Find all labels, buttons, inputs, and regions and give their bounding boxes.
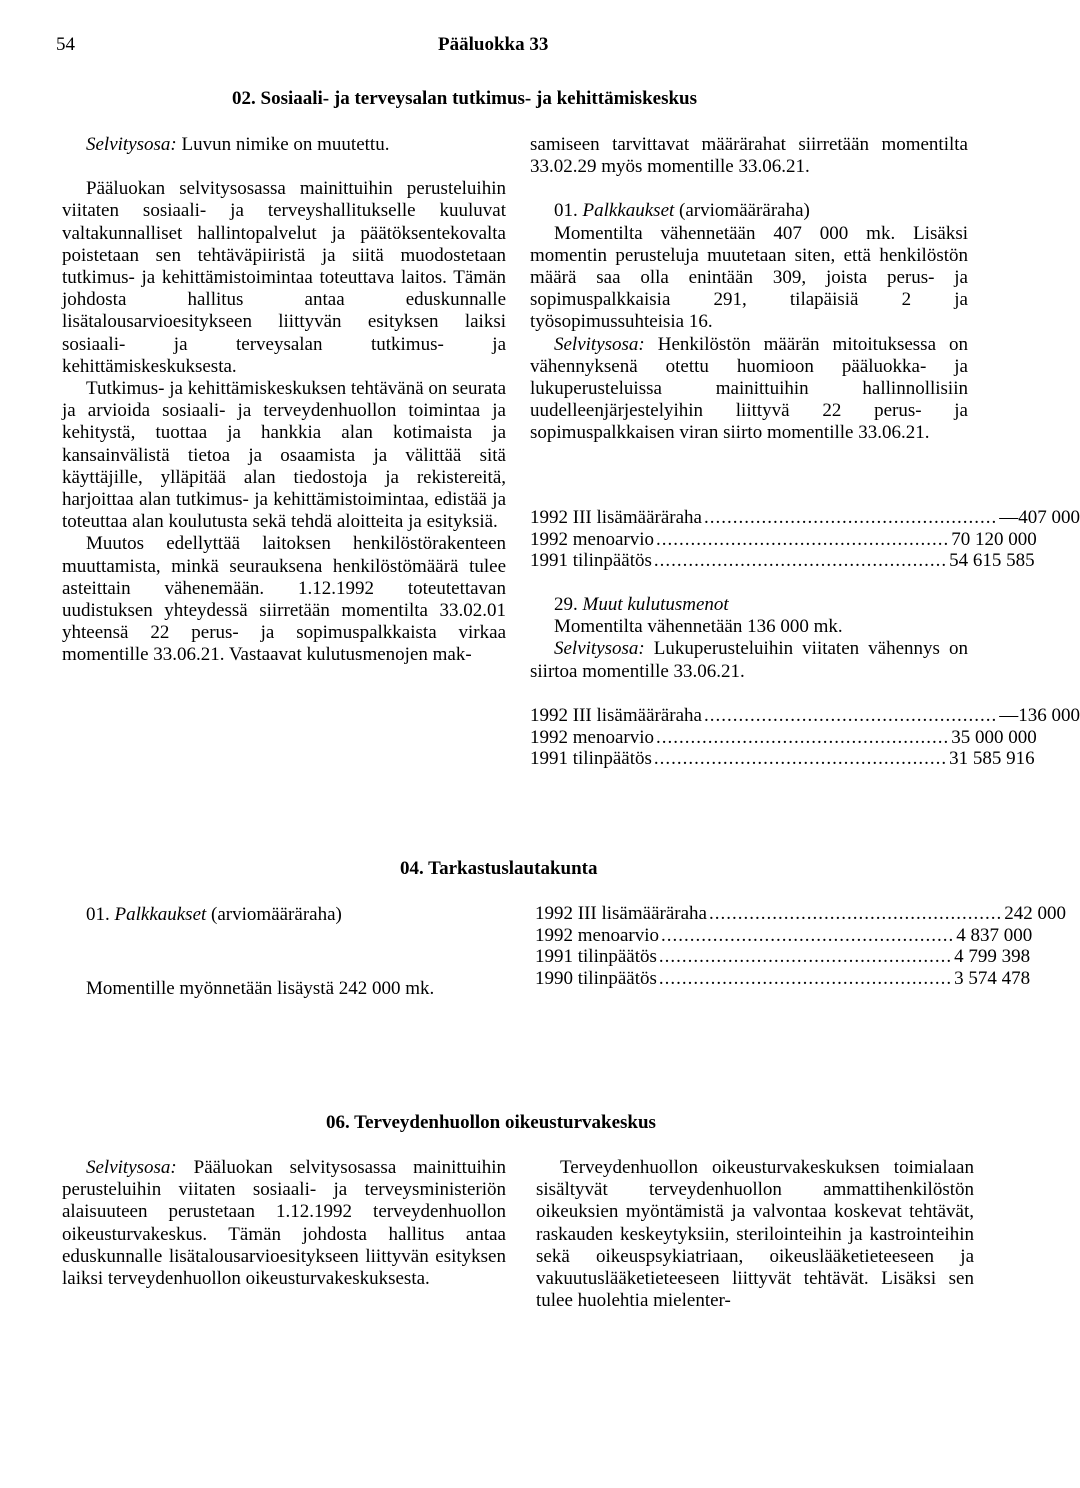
figure-value: 35 000 000 [951, 726, 1037, 748]
section-04-figures [535, 903, 1066, 989]
paragraph: Terveydenhuollon oikeusturvakeskuksen toimialaan sisältyvät terveydenhuollon ammattihenkilöstön oikeuksien myöntämistä ja valvontaa koskevat tehtävät, raskauden keskeytyksiin, sterilointeihin ja kastrointeihin sekä oikeuspsykiatriaan, oikeuslääketieteeseen ja vakuutuslääketieteeseen liittyvät tehtävät. Lisäksi sen tulee huolehtia mielenter- [536, 1157, 974, 1312]
moment-number: 01. [554, 200, 583, 222]
figure-value: —136 000 [999, 705, 1080, 726]
figure-label: 1992 III lisämääräraha [530, 705, 702, 726]
figure-label: 1991 tilinpäätös [530, 748, 652, 769]
dot-leader: ................................................... [656, 528, 950, 550]
figure-label: 1992 III lisämääräraha [535, 903, 707, 924]
dot-leader: ................................................... [653, 550, 948, 571]
moment-29-figures [530, 705, 1080, 770]
figure-value: 242 000 [1004, 903, 1066, 924]
selvitysosa-label: Selvitysosa: [86, 1157, 177, 1178]
paragraph: Tutkimus- ja kehittämiskeskuksen tehtävänä on seurata ja arvioida sosiaali- ja terveydenhuollon toimintaa ja kehitystä, tuottaa ja hankkia alan kotimaista ja kansainvälistä tietoa ja osaamista ja välittää sitä käyttäjille, ylläpitää alan tiedostoja ja rekistereitä, harjoittaa alan tutkimus- ja kehittämistoimintaa, edistää ja toteuttaa alan koulutusta sekä tehdä aloitteita ja esityksiä. [62, 378, 506, 533]
dot-leader: ................................................... [656, 726, 950, 748]
section-06-left-column [62, 1157, 506, 1290]
moment-title: Palkkaukset [114, 904, 207, 925]
moment-number: 01. [86, 904, 115, 925]
section-04-heading: 04. Tarkastuslautakunta [400, 858, 598, 879]
paragraph-text: Henkilöstön määrän mitoituksessa on vähennyksenä otettu huomioon pääluokka- ja lukuperusteluissa mainittuihin hallinnollisiin uudelleenjärjestelyihin liittyvä 22 perus- ja sopimuspalkkaisen viran siirto momentille 33.06.21. [530, 333, 968, 444]
figure-row [530, 528, 1037, 551]
paragraph [530, 638, 968, 682]
selvitysosa-label: Selvitysosa: [554, 333, 645, 355]
figure-value: —407 000 [999, 507, 1080, 528]
paragraph: Momentille myönnetään lisäystä 242 000 mk. [86, 978, 435, 1000]
paragraph-text: Lukuperusteluihin viitaten vähennys on siirtoa momentille 33.06.21. [530, 638, 968, 682]
paragraph: Momentilta vähennetään 136 000 mk. [554, 616, 843, 638]
dot-leader: ................................................... [703, 705, 998, 726]
dot-leader: ................................................... [658, 967, 953, 989]
section-04-left-column [62, 904, 506, 1000]
selvitysosa-label: Selvitysosa: [86, 134, 177, 155]
figure-value: 4 799 398 [954, 946, 1031, 967]
paragraph: samiseen tarvittavat määrärahat siirretään momentilta 33.02.29 myös momentille 33.06.21. [530, 134, 968, 178]
dot-leader: ................................................... [658, 946, 953, 967]
figure-row [530, 507, 1080, 529]
section-02-left-column [62, 134, 506, 667]
figure-value: 31 585 916 [949, 748, 1035, 769]
section-02-heading: 02. Sosiaali- ja terveysalan tutkimus- ja kehittämiskeskus [232, 88, 697, 109]
figure-label: 1992 menoarvio [535, 924, 660, 946]
paragraph: Muutos edellyttää laitoksen henkilöstörakenteen muuttamista, minkä seurauksena henkilöstömäärä tulee asteittain vähenemään. 1.12.1992 toteutettavan uudistuksen yhteydessä siirretään momentilta 33.02.01 yhteensä 22 perus- ja sopimuspalkkaista virkaa momentille 33.06.21. Vastaavat kulutusmenojen mak- [62, 533, 506, 666]
paragraph [62, 1157, 506, 1290]
page-title: Pääluokka 33 [438, 34, 549, 55]
moment-type: (arviomääräraha) [674, 200, 810, 222]
figure-row [530, 550, 1035, 572]
moment-type: (arviomääräraha) [206, 904, 342, 925]
dot-leader: ................................................... [703, 507, 998, 528]
selvitysosa-label: Selvitysosa: [554, 638, 645, 660]
paragraph [530, 334, 968, 445]
paragraph-text: Luvun nimike on muutettu. [176, 134, 390, 155]
page-number: 54 [56, 34, 75, 55]
figure-label: 1991 tilinpäätös [535, 946, 657, 967]
figure-value: 54 615 585 [949, 550, 1035, 571]
figure-label: 1990 tilinpäätös [535, 967, 657, 989]
figure-row [530, 726, 1037, 749]
paragraph: Momentilta vähennetään 407 000 mk. Lisäksi momentin perusteluja muutetaan siten, että henkilöstön määrä saa olla enintään 309, joista perus- ja sopimuspalkkaisia 291, tilapäisiä 2 ja työsopimussuhteisia 16. [530, 222, 968, 333]
dot-leader: ................................................... [653, 748, 948, 769]
moment-01-figures [530, 507, 1080, 572]
paragraph: Pääluokan selvitysosassa mainittuihin perusteluihin viitaten sosiaali- ja terveyshallitukselle kuuluvat valtakunnalliset hallintopalvelut ja päätöksentekovalta poistetaan sen tehtäväpiiristä ja siitä muodostetaan tutkimus- ja kehittämistoimintaa toteuttava laitos. Tämän johdosta hallitus antaa eduskunnalle lisätalousarvioesitykseen liittyvän esityksen laiksi sosiaali- ja terveysalan tutkimus- ja kehittämiskeskuksesta. [62, 178, 506, 377]
paragraph [62, 134, 506, 156]
figure-value: 70 120 000 [951, 528, 1037, 550]
figure-row [535, 924, 1033, 947]
figure-label: 1991 tilinpäätös [530, 550, 652, 571]
figure-row [535, 903, 1066, 925]
section-06-right-column [536, 1157, 974, 1312]
figure-label: 1992 menoarvio [530, 726, 655, 748]
dot-leader: ................................................... [708, 903, 1003, 924]
moment-29-heading [530, 594, 968, 616]
moment-01-heading [530, 200, 968, 222]
moment-number: 29. [554, 594, 583, 615]
figure-row [530, 705, 1080, 727]
figure-row [535, 967, 1031, 990]
figure-value: 3 574 478 [954, 967, 1031, 989]
moment-29 [530, 594, 968, 683]
figure-row [530, 748, 1035, 770]
moment-01-heading [62, 904, 506, 926]
figure-value: 4 837 000 [956, 924, 1033, 946]
figure-row [535, 946, 1031, 968]
figure-label: 1992 III lisämääräraha [530, 507, 702, 528]
section-02-right-column [530, 134, 968, 445]
figure-label: 1992 menoarvio [530, 528, 655, 550]
section-06-heading: 06. Terveydenhuollon oikeusturvakeskus [326, 1112, 656, 1133]
dot-leader: ................................................... [661, 924, 955, 946]
paragraph-text: Pääluokan selvitysosassa mainittuihin perusteluihin viitaten sosiaali- ja terveysministeriön alaisuuteen perustetaan 1.12.1992 terveydenhuollon oikeusturvakeskus. Tämän johdosta hallitus antaa eduskunnalle lisätalousarvioesitykseen liittyvän esityksen laiksi terveydenhuollon oikeusturvakeskuksesta. [62, 1157, 506, 1290]
moment-title: Muut kulutusmenot [582, 594, 729, 615]
moment-title: Palkkaukset [582, 200, 675, 222]
